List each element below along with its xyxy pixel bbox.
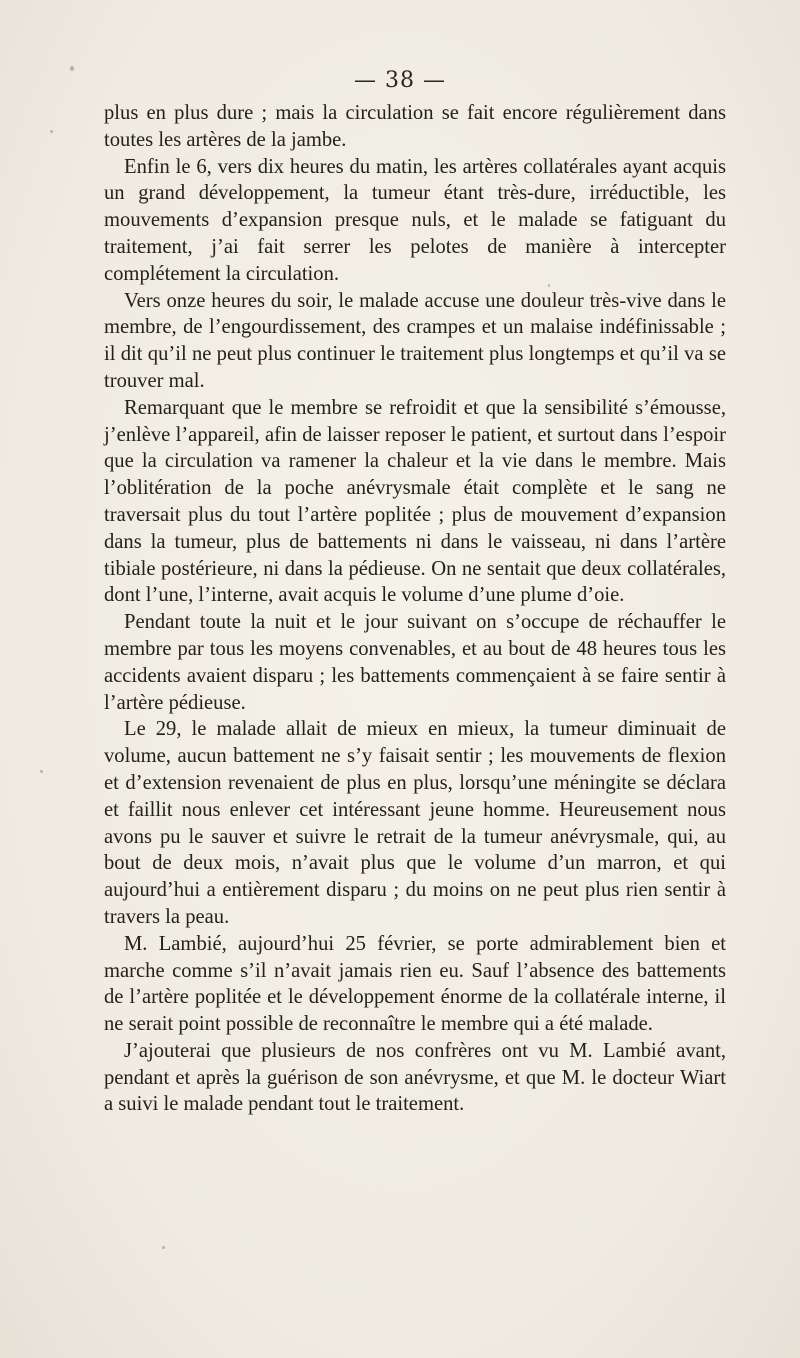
paragraph: Enfin le 6, vers dix heures du matin, les artères collatérales ayant acquis un grand développement, la tumeur étant très-dure, irréductible, les mouvements d’expansion presque nuls, et le malade se fatiguant du traitement, j’ai fait serrer les pelotes de manière à intercepter complétement la circulation.: [104, 155, 726, 285]
paragraph: Pendant toute la nuit et le jour suivant on s’occupe de réchauffer le membre par tous les moyens convenables, et au bout de 48 heures tous les accidents avaient disparu ; les battements commençaient à se faire sentir à l’artère pédieuse.: [104, 611, 726, 714]
paper-speck: [50, 130, 53, 133]
paper-speck: [40, 770, 43, 773]
paragraph: Remarquant que le membre se refroidit et que la sensibilité s’émousse, j’enlève l’appareil, afin de laisser reposer le patient, et surtout dans l’espoir que la circulation va ramener la chaleur et la vie dans le membre. Mais l’oblitération de la poche anévrysmale était complète et le sang ne traversait plus du tout l’artère poplitée ; plus de mouvement d’expansion dans la tumeur, plus de battements ni dans le vaisseau, ni dans l’artère tibiale postérieure, ni dans la pédieuse. On ne sentait que deux collatérales, dont l’une, l’interne, avait acquis le volume d’une plume d’oie.: [104, 396, 726, 607]
paper-speck: [162, 1246, 165, 1249]
paragraph: M. Lambié, aujourd’hui 25 février, se porte admirablement bien et marche comme s’il n’avait jamais rien eu. Sauf l’absence des battements de l’artère poplitée et le développement énorme de la collatérale interne, il ne serait point possible de reconnaître le membre qui a été malade.: [104, 932, 726, 1036]
body-text: [104, 100, 726, 1118]
paragraph: J’ajouterai que plusieurs de nos confrères ont vu M. Lambié avant, pendant et après la guérison de son anévrysme, et que M. le docteur Wiart a suivi le malade pendant tout le traitement.: [104, 1039, 726, 1116]
paragraph: Vers onze heures du soir, le malade accuse une douleur très-vive dans le membre, de l’engourdissement, des crampes et un malaise indéfinissable ; il dit qu’il ne peut plus continuer le traitement plus longtemps et qu’il va se trouver mal.: [104, 289, 726, 392]
paragraph-continuation: plus en plus dure ; mais la circulation se fait encore régulièrement dans toutes les artères de la jambe.: [104, 102, 726, 151]
paragraph: Le 29, le malade allait de mieux en mieux, la tumeur diminuait de volume, aucun battement ne s’y faisait sentir ; les mouvements de flexion et d’extension revenaient de plus en plus, lorsqu’une méningite se déclara et faillit nous enlever cet intéressant jeune homme. Heureusement nous avons pu le sauver et suivre le retrait de la tumeur anévrysmale, qui, au bout de deux mois, n’avait plus que le volume d’un marron, et qui aujourd’hui a entièrement disparu ; du moins on ne peut plus rien sentir à travers la peau.: [104, 718, 726, 928]
page-number: — 38 —: [354, 68, 446, 93]
